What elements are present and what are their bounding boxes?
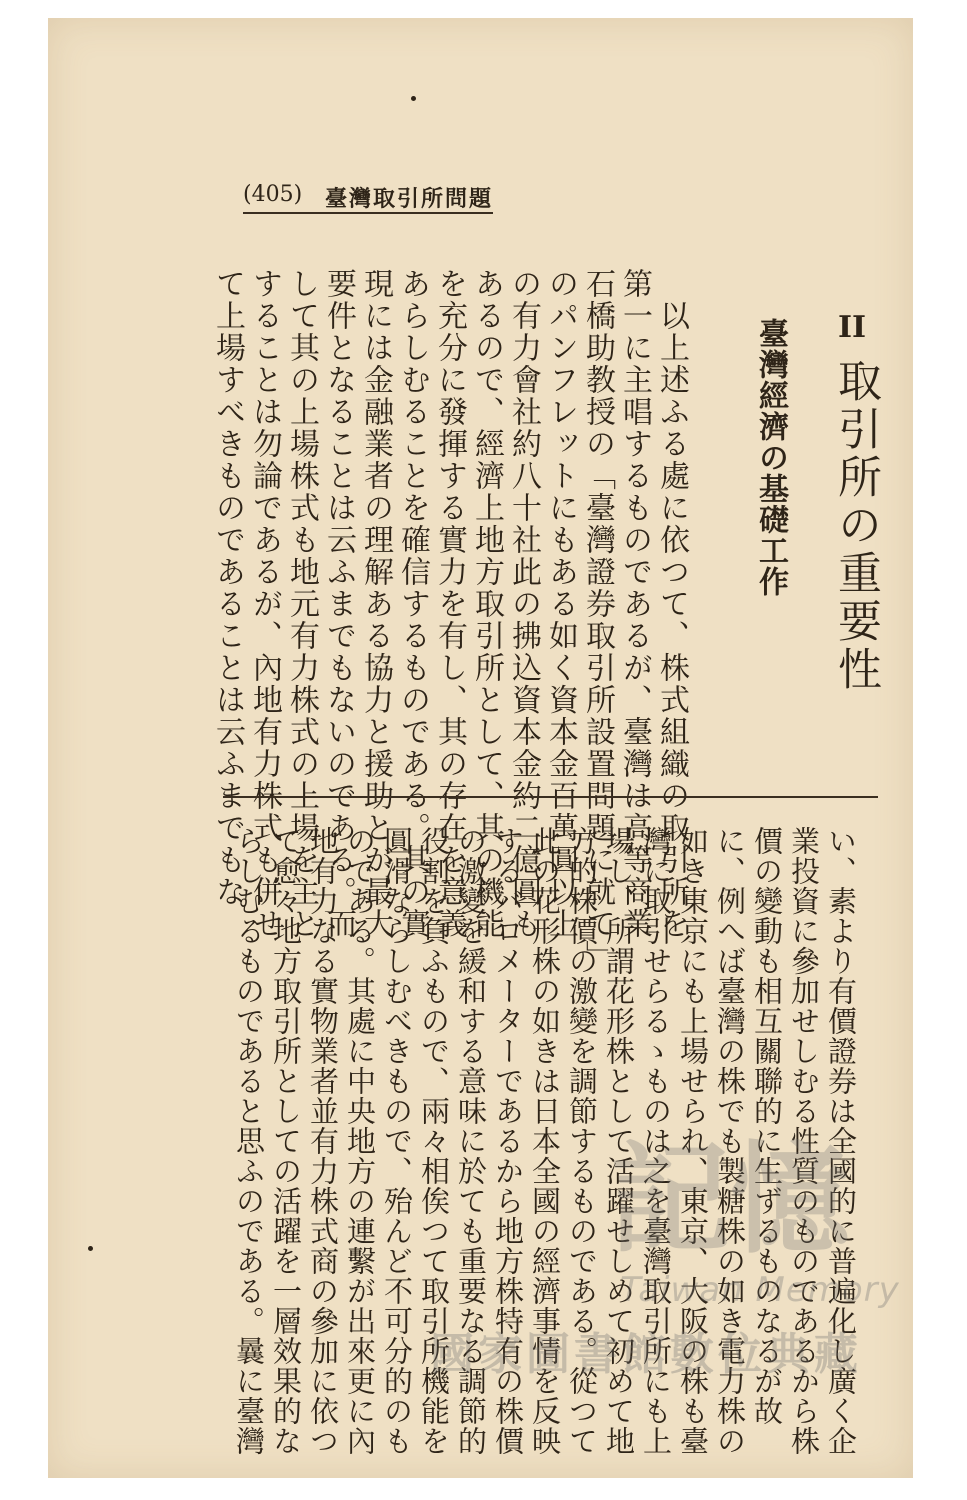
text-column: あるので、經濟上地方取引所として、其の機能 — [469, 268, 504, 940]
section-divider — [223, 796, 878, 798]
text-column: て上場すべきものであることは云ふまでもな — [210, 268, 245, 908]
watermark-script: Taiwan Memory — [620, 1270, 900, 1310]
text-column: 現には金融業者の理解ある協力と援助とが最大 — [358, 268, 393, 940]
text-column: を充分に發揮する實力を有し、其の存在を意義 — [432, 268, 467, 940]
text-column: 役割を負ふもので、兩々相俟つて取引所機能を — [417, 826, 451, 1456]
text-column: らしむるものであると思ふのである。曩に臺灣 — [232, 826, 266, 1456]
text-column: 價の變動も相互關聯的に生ずるものなるが故 — [750, 826, 784, 1426]
text-column: 方的株價の激變を調節するものである。從つて — [565, 826, 599, 1456]
section-number: II — [838, 310, 867, 345]
text-column: 第一に主唱するものであるが、臺灣は高等商業 — [617, 268, 652, 940]
text-column: 石橋助教授の「臺灣證券取引所設置問題に就て」 — [580, 268, 615, 972]
text-column: するバロメーターであるから地方株特有の株價 — [491, 826, 525, 1456]
text-column: して其の上場株式も地元有力株式の上場を主と — [284, 268, 319, 940]
print-speck — [411, 96, 416, 101]
text-column: 灣に取引せらるゝものは之を臺灣取引所にも上 — [639, 826, 673, 1456]
print-speck — [88, 1246, 93, 1251]
text-column: 地有力なる實物業者並有力株式商の參加に依つ — [306, 826, 340, 1456]
text-column: の有力會社約八十社此の拂込資本金約二億圓も — [506, 268, 541, 940]
text-column: 圓滑ならしむべきもので、殆んど不可分的のも — [380, 826, 414, 1456]
text-column: 要件となることは云ふまでもないのである。而 — [321, 268, 356, 940]
text-column: 此の花形株の如きは日本全國の經濟事情を反映 — [528, 826, 562, 1456]
section-subtitle: 臺灣經濟の基礎工作 — [753, 318, 788, 597]
text-column: 以上述ふる處に依つて、株式組織の取引所を — [654, 268, 689, 940]
text-column: のパンフレットにもある如く資本金百萬圓以上 — [543, 268, 578, 940]
text-column: 業投資に參加せしむる性質のものであるから株 — [787, 826, 821, 1456]
text-column: て愈々地方取引所としての活躍を一層效果的な — [269, 826, 303, 1456]
text-column: することは勿論であるが、內地有力株式も併せ — [247, 268, 282, 940]
text-column: のである。其處に中央地方の連繫が出來更に內 — [343, 826, 377, 1456]
text-column: あらしむることを確信するものである。其の實 — [395, 268, 430, 940]
page-number: (405) — [243, 182, 303, 207]
running-title: 臺灣取引所問題 — [324, 186, 493, 212]
text-column: の激變を緩和する意味に於ても重要なる調節的 — [454, 826, 488, 1456]
section-title: 取引所の重要性 — [830, 358, 881, 694]
watermark-logo: 記憶 — [610, 1129, 850, 1270]
watermark-institution: 國家圖書館數位典藏 — [430, 1329, 862, 1380]
text-column: 場し、所謂花形株として活躍せしめて初めて地 — [602, 826, 636, 1456]
text-column: に、例へば臺灣の株でも製糖株の如き電力株の — [713, 826, 747, 1456]
page-header — [243, 178, 493, 214]
text-column: 如き東京にも上場せられ、東京、大阪の株も臺 — [676, 826, 710, 1456]
text-column: い、素より有價證券は全國的に普遍化し廣く企 — [824, 826, 858, 1456]
